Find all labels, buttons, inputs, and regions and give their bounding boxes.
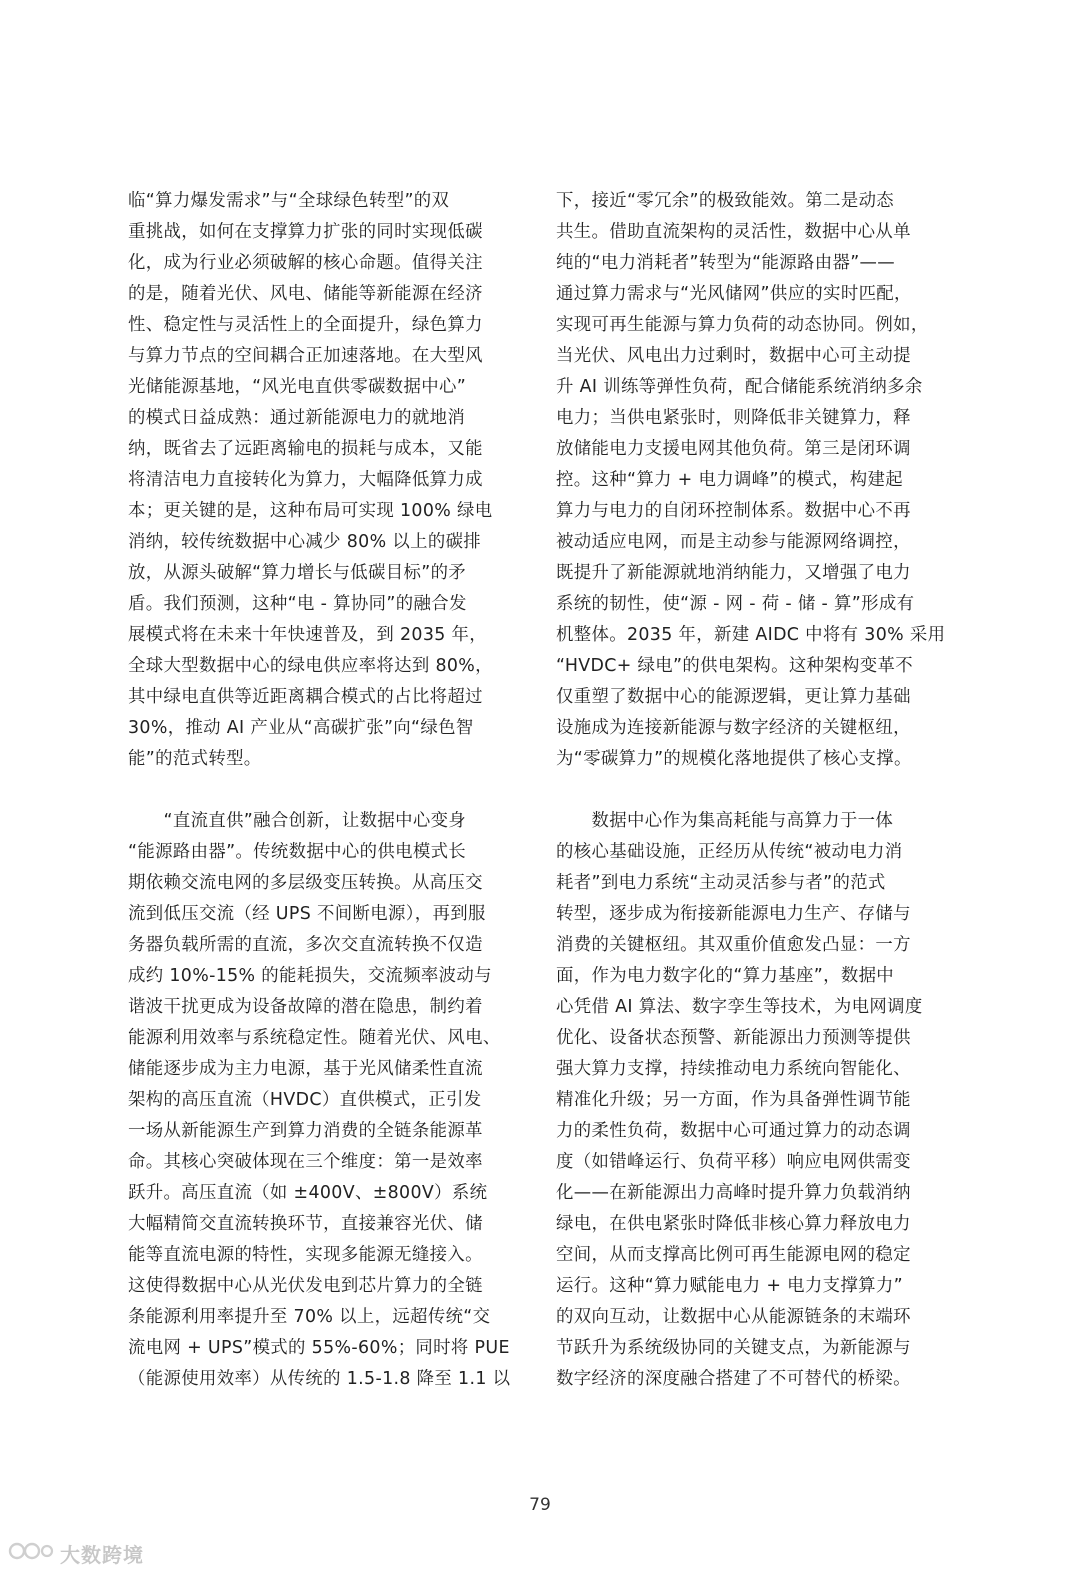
- text-line: 成约 10%-15% 的能耗损失，交流频率波动与: [128, 966, 492, 986]
- text-line: 一场从新能源生产到算力消费的全链条能源革: [128, 1121, 483, 1141]
- text-line: 化，成为行业必须破解的核心命题。值得关注: [128, 253, 483, 273]
- text-line: 流到低压交流（经 UPS 不间断电源），再到服: [128, 904, 486, 924]
- left-column: [128, 186, 517, 1395]
- text-line: “能源路由器”。传统数据中心的供电模式长: [128, 842, 467, 862]
- text-line: 展模式将在未来十年快速普及，到 2035 年，: [128, 625, 488, 645]
- text-line: 本；更关键的是，这种布局可实现 100% 绿电: [128, 501, 493, 521]
- text-line: 精准化升级；另一方面，作为具备弹性调节能: [556, 1090, 911, 1110]
- text-line: 的模式日益成熟：通过新能源电力的就地消: [128, 408, 466, 428]
- text-line: 强大算力支撑，持续推动电力系统向智能化、: [556, 1059, 911, 1079]
- text-line: 消费的关键枢纽。其双重价值愈发凸显：一方: [556, 935, 911, 955]
- text-line: 下，接近“零冗余”的极致能效。第二是动态: [556, 191, 895, 211]
- watermark-text: 大数跨境: [60, 1542, 144, 1567]
- text-line: 跃升。高压直流（如 ±400V、±800V）系统: [128, 1183, 488, 1203]
- text-line: 耗者”到电力系统“主动灵活参与者”的范式: [556, 873, 886, 893]
- text-line: 期依赖交流电网的多层级变压转换。从高压交: [128, 873, 483, 893]
- watermark: [8, 1538, 144, 1568]
- text-line: 绿电，在供电紧张时降低非核心算力释放电力: [556, 1214, 911, 1234]
- text-line: 优化、设备状态预警、新能源出力预测等提供: [556, 1028, 911, 1048]
- text-line: 心凭借 AI 算法、数字孪生等技术，为电网调度: [556, 997, 923, 1017]
- text-line: 条能源利用率提升至 70% 以上，远超传统“交: [128, 1307, 491, 1327]
- text-line: 与算力节点的空间耦合正加速落地。在大型风: [128, 346, 483, 366]
- text-line: 能源利用效率与系统稳定性。随着光伏、风电、: [128, 1028, 501, 1048]
- text-line: 这使得数据中心从光伏发电到芯片算力的全链: [128, 1276, 483, 1296]
- text-line: 临“算力爆发需求”与“全球绿色转型”的双: [128, 191, 450, 211]
- text-line: 共生。借助直流架构的灵活性，数据中心从单: [556, 222, 911, 242]
- text-line: 被动适应电网，而是主动参与能源网络调控，: [556, 532, 911, 552]
- text-line: 仅重塑了数据中心的能源逻辑，更让算力基础: [556, 687, 911, 707]
- text-line: 化——在新能源出力高峰时提升算力负载消纳: [556, 1183, 911, 1203]
- text-line: 盾。我们预测，这种“电 - 算协同”的融合发: [128, 594, 467, 614]
- paragraph: [128, 806, 517, 1395]
- text-line: 的核心基础设施，正经历从传统“被动电力消: [556, 842, 903, 862]
- page-number: 79: [529, 1495, 551, 1515]
- text-line: 谐波干扰更成为设备故障的潜在隐患，制约着: [128, 997, 483, 1017]
- text-line: 消纳，较传统数据中心减少 80% 以上的碳排: [128, 532, 482, 552]
- text-line: 命。其核心突破体现在三个维度：第一是效率: [128, 1152, 483, 1172]
- text-line: 能等直流电源的特性，实现多能源无缝接入。: [128, 1245, 483, 1265]
- text-line: 储能逐步成为主力电源，基于光风储柔性直流: [128, 1059, 483, 1079]
- text-line: 机整体。2035 年，新建 AIDC 中将有 30% 采用: [556, 625, 946, 645]
- text-line: 实现可再生能源与算力负荷的动态协同。例如，: [556, 315, 929, 335]
- text-line: 通过算力需求与“光风储网”供应的实时匹配，: [556, 284, 912, 304]
- text-line: 能”的范式转型。: [128, 749, 262, 769]
- text-line: 务器负载所需的直流，多次交直流转换不仅造: [128, 935, 483, 955]
- text-line: “直流直供”融合创新，让数据中心变身: [128, 811, 467, 831]
- text-line: 重挑战，如何在支撑算力扩张的同时实现低碳: [128, 222, 483, 242]
- text-line: 算力与电力的自闭环控制体系。数据中心不再: [556, 501, 911, 521]
- text-line: 面，作为电力数字化的“算力基座”，数据中: [556, 966, 895, 986]
- text-line: 大幅精简交直流转换环节，直接兼容光伏、储: [128, 1214, 483, 1234]
- text-line: 系统的韧性，使“源 - 网 - 荷 - 储 - 算”形成有: [556, 594, 915, 614]
- text-line: 的是，随着光伏、风电、储能等新能源在经济: [128, 284, 483, 304]
- text-line: 既提升了新能源就地消纳能力，又增强了电力: [556, 563, 911, 583]
- paragraph: [556, 806, 945, 1395]
- text-line: 数字经济的深度融合搭建了不可替代的桥梁。: [556, 1369, 911, 1389]
- text-line: 的双向互动，让数据中心从能源链条的末端环: [556, 1307, 911, 1327]
- text-line: 性、稳定性与灵活性上的全面提升，绿色算力: [128, 315, 483, 335]
- text-line: 空间，从而支撑高比例可再生能源电网的稳定: [556, 1245, 911, 1265]
- text-line: 升 AI 训练等弹性负荷，配合储能系统消纳多余: [556, 377, 923, 397]
- text-line: 纯的“电力消耗者”转型为“能源路由器”——: [556, 253, 896, 273]
- dashujk-logo-icon: [8, 1538, 54, 1568]
- text-line: 转型，逐步成为衔接新能源电力生产、存储与: [556, 904, 911, 924]
- text-line: 流电网 + UPS”模式的 55%-60%；同时将 PUE: [128, 1338, 510, 1358]
- text-line: （能源使用效率）从传统的 1.5-1.8 降至 1.1 以: [128, 1369, 511, 1389]
- text-line: 纳，既省去了远距离输电的损耗与成本，又能: [128, 439, 483, 459]
- text-line: 为“零碳算力”的规模化落地提供了核心支撑。: [556, 749, 912, 769]
- text-line: 控。这种“算力 + 电力调峰”的模式，构建起: [556, 470, 903, 490]
- text-line: 电力；当供电紧张时，则降低非关键算力，释: [556, 408, 911, 428]
- text-line: 数据中心作为集高耗能与高算力于一体: [556, 811, 894, 831]
- text-line: 架构的高压直流（HVDC）直供模式，正引发: [128, 1090, 482, 1110]
- text-line: 30%，推动 AI 产业从“高碳扩张”向“绿色智: [128, 718, 474, 738]
- text-line: 节跃升为系统级协同的关键支点，为新能源与: [556, 1338, 911, 1358]
- text-line: 放储能电力支援电网其他负荷。第三是闭环调: [556, 439, 911, 459]
- text-line: 力的柔性负荷，数据中心可通过算力的动态调: [556, 1121, 911, 1141]
- right-column: [556, 186, 945, 1395]
- text-line: 全球大型数据中心的绿电供应率将达到 80%，: [128, 656, 493, 676]
- paragraph: [128, 186, 517, 775]
- text-line: 设施成为连接新能源与数字经济的关键枢纽，: [556, 718, 911, 738]
- paragraph: [556, 186, 945, 775]
- text-line: 当光伏、风电出力过剩时，数据中心可主动提: [556, 346, 911, 366]
- text-line: 度（如错峰运行、负荷平移）响应电网供需变: [556, 1152, 911, 1172]
- text-line: 放，从源头破解“算力增长与低碳目标”的矛: [128, 563, 467, 583]
- text-line: “HVDC+ 绿电”的供电架构。这种架构变革不: [556, 656, 914, 676]
- text-line: 运行。这种“算力赋能电力 + 电力支撑算力”: [556, 1276, 903, 1296]
- text-line: 光储能源基地，“风光电直供零碳数据中心”: [128, 377, 467, 397]
- text-line: 将清洁电力直接转化为算力，大幅降低算力成: [128, 470, 483, 490]
- text-line: 其中绿电直供等近距离耦合模式的占比将超过: [128, 687, 483, 707]
